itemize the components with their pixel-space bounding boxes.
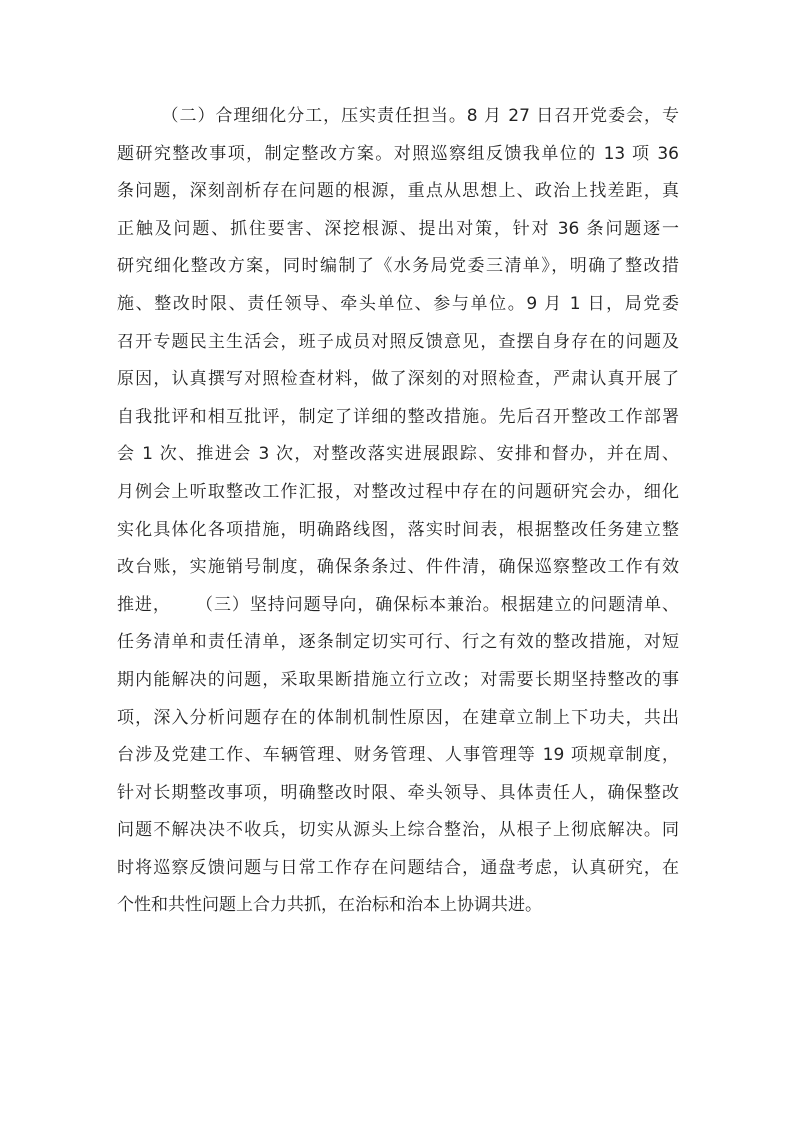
text-line: 时将巡察反馈问题与日常工作存在问题结合，通盘考虑，认真研究，在 xyxy=(117,857,679,878)
text-line: 原因，认真撰写对照检查材料，做了深刻的对照检查，严肃认真开展了 xyxy=(117,369,679,390)
text-line: 自我批评和相互批评，制定了详细的整改措施。先后召开整改工作部署 xyxy=(117,406,679,427)
text-line: 实化具体化各项措施，明确路线图，落实时间表，根据整改任务建立整 xyxy=(117,519,679,540)
text-line: 研究细化整改方案，同时编制了《水务局党委三清单》，明确了整改措 xyxy=(117,256,679,277)
text-line: 正触及问题、抓住要害、深挖根源、提出对策，针对 36 条问题逐一 xyxy=(117,218,679,239)
text-line: 任务清单和责任清单，逐条制定切实可行、行之有效的整改措施，对短 xyxy=(117,632,679,653)
text-line: 会 1 次、推进会 3 次，对整改落实进展跟踪、安排和督办，并在周、 xyxy=(117,444,679,465)
text-line: 针对长期整改事项，明确整改时限、牵头领导、具体责任人，确保整改 xyxy=(117,782,679,803)
text-line: 项，深入分析问题存在的体制机制性原因，在建章立制上下功夫，共出 xyxy=(117,707,679,728)
text-line: 条问题，深刻剖析存在问题的根源，重点从思想上、政治上找差距，真 xyxy=(117,181,679,202)
body-paragraph xyxy=(117,98,679,925)
text-line: 召开专题民主生活会，班子成员对照反馈意见，查摆自身存在的问题及 xyxy=(117,331,679,352)
text-line: 推进， （三）坚持问题导向，确保标本兼治。根据建立的问题清单、 xyxy=(117,594,679,615)
text-line: 台涉及党建工作、车辆管理、财务管理、人事管理等 19 项规章制度， xyxy=(117,745,679,766)
text-line: 个性和共性问题上合力共抓，在治标和治本上协调共进。 xyxy=(117,895,542,916)
text-line: 题研究整改事项，制定整改方案。对照巡察组反馈我单位的 13 项 36 xyxy=(117,143,679,164)
text-line: 期内能解决的问题，采取果断措施立行立改；对需要长期坚持整改的事 xyxy=(117,669,679,690)
text-line: 月例会上听取整改工作汇报，对整改过程中存在的问题研究会办，细化 xyxy=(117,481,679,502)
text-line: 问题不解决决不收兵，切实从源头上综合整治，从根子上彻底解决。同 xyxy=(117,820,679,841)
text-line: 改台账，实施销号制度，确保条条过、件件清，确保巡察整改工作有效 xyxy=(117,557,679,578)
text-line: 施、整改时限、责任领导、牵头单位、参与单位。9 月 1 日，局党委 xyxy=(117,293,679,314)
text-line: （二）合理细化分工，压实责任担当。8 月 27 日召开党委会，专 xyxy=(117,106,679,126)
